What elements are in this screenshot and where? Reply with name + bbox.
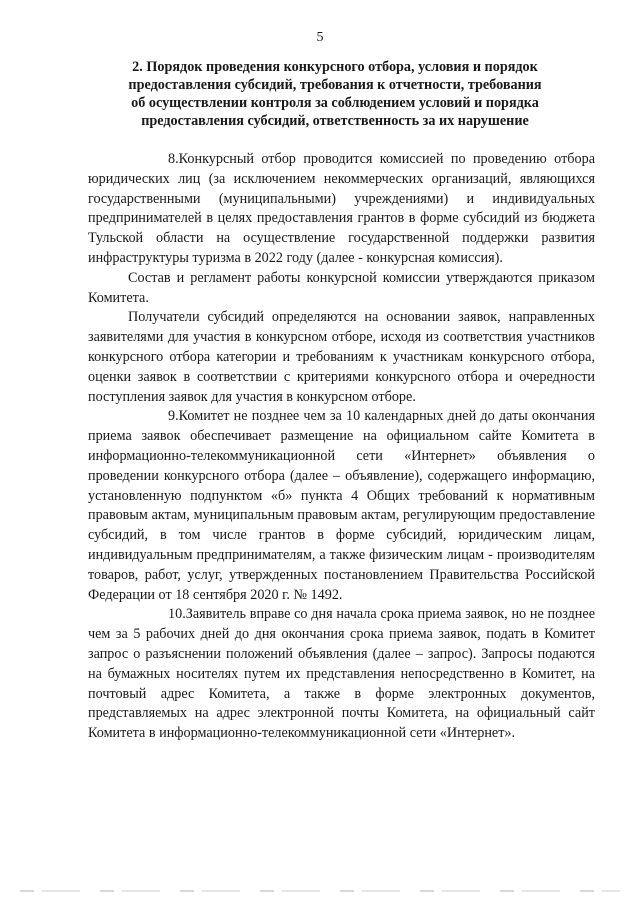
section-title-line: предоставления субсидий, ответственность за их нарушение — [141, 113, 529, 129]
paragraph-number: 9. — [168, 408, 179, 425]
scan-edge-artifact — [20, 890, 620, 892]
paragraph-commission-composition — [88, 269, 595, 309]
page-number: 5 — [316, 30, 324, 45]
section-title — [88, 58, 582, 130]
paragraph-text: Комитет не позднее чем за 10 календарных дней до даты окончания приема заявок обеспечивает размещение на официальном сайте Комитета в информационно-телекоммуникационной сети «Интернет» объявления о проведении конкурсного отбора (далее – объявление), содержащего информацию, установленную подпунктом «б» пункта 4 Общих требований к нормативным правовым актам, муниципальным правовым актам, регулирующим предоставление субсидий, в том числе грантов в форме субсидий, юридическим лицам, индивидуальным предпринимателям, а также физическим лицам - производителям товаров, работ, услуг, утвержденных постановлением Правительства Российской Федерации от 18 сентября 2020 г. № 1492. — [88, 408, 595, 603]
section-title-line: 2. Порядок проведения конкурсного отбора, условия и порядок — [132, 59, 538, 75]
paragraph-text: Состав и регламент работы конкурсной комиссии утверждаются приказом Комитета. — [88, 269, 595, 306]
document-body — [88, 150, 595, 744]
paragraph-text: Заявитель вправе со дня начала срока приема заявок, но не позднее чем за 5 рабочих дней до дня окончания срока приема заявок, подать в Комитет запрос о разъяснении положений объявления (далее – запрос). Запросы подаются на бумажных носителях путем их представления непосредственно в Комитет, на почтовый адрес Комитета, а также в форме электронных документов, представляемых на адрес электронной почты Комитета, на официальный сайт Комитета в информационно-телекоммуникационной сети «Интернет». — [88, 606, 595, 742]
paragraph-8 — [88, 150, 595, 269]
paragraph-9 — [88, 407, 595, 605]
paragraph-subsidy-recipients — [88, 308, 595, 407]
paragraph-number: 8. — [168, 151, 179, 167]
paragraph-text: Получатели субсидий определяются на основании заявок, направленных заявителями для участия в конкурсном отборе, исходя из соответствия участников конкурсного отбора категории и требованиям к участникам конкурсного отбора, оценки заявок в соответствии с критериями конкурсного отбора и очередности поступления заявок для участия в конкурсном отборе. — [88, 309, 595, 405]
section-title-line: об осуществлении контроля за соблюдением условий и порядка — [131, 95, 539, 111]
paragraph-10 — [88, 605, 595, 744]
paragraph-text: Конкурсный отбор проводится комиссией по проведению отбора юридических лиц (за исключением некоммерческих организаций, являющихся государственными (муниципальными) учреждениями) и индивидуальных предпринимателей в целях предоставления грантов в форме субсидий из бюджета Тульской области на осуществление государственной поддержки развития инфраструктуры туризма в 2022 году (далее - конкурсная комиссия). — [88, 151, 595, 266]
section-title-line: предоставления субсидий, требования к отчетности, требования — [128, 77, 542, 93]
paragraph-number: 10. — [168, 606, 186, 623]
